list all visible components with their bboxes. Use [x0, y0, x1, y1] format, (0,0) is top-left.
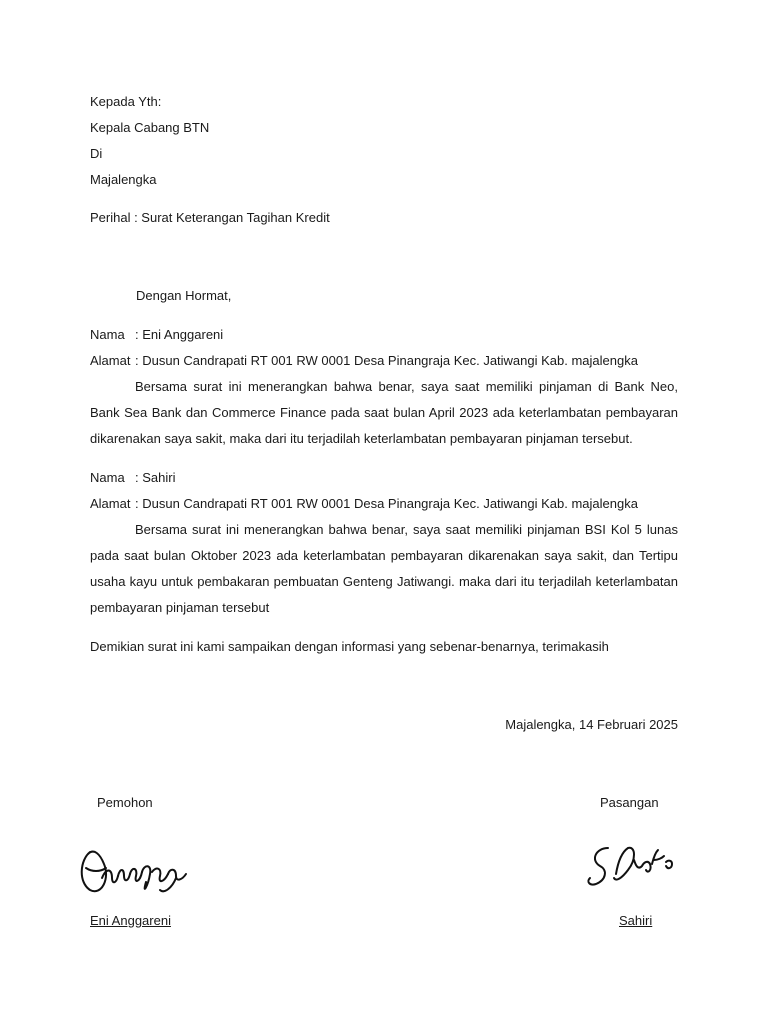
greeting: Dengan Hormat, — [136, 288, 232, 303]
left-signatory-name: Eni Anggareni — [90, 913, 171, 928]
closing-line: Demikian surat ini kami sampaikan dengan informasi yang sebenar-benarnya, terimakasih — [90, 639, 609, 654]
person1-name-row — [90, 326, 223, 344]
address-value: : Dusun Candrapati RT 001 RW 0001 Desa Pinangraja Kec. Jatiwangi Kab. majalengka — [135, 353, 638, 368]
recipient-line-3: Di — [90, 146, 103, 161]
recipient-line-4: Majalengka — [90, 172, 157, 187]
person2-name-row — [90, 469, 175, 487]
left-role: Pemohon — [97, 795, 153, 810]
statement-text: Bersama surat ini menerangkan bahwa benar, saya saat memiliki pinjaman di Bank Neo, Bank Sea Bank dan Commerce Finance pada saat bulan April 2023 ada keterlambatan pembayaran dikarenakan saya sakit, maka dari itu terjadilah keterlambatan pembayaran pinjaman tersebut. — [90, 379, 678, 446]
recipient-line-1: Kepada Yth: — [90, 94, 162, 109]
statement-text: Bersama surat ini menerangkan bahwa benar, saya saat memiliki pinjaman BSI Kol 5 lunas pada saat bulan Oktober 2023 ada keterlambatan pembayaran dikarenakan saya sakit, dan Tertipu usaha kayu untuk pembakaran pembuatan Genteng Jatiwangi. maka dari itu terjadilah keterlambatan pembayaran pinjaman tersebut — [90, 522, 678, 615]
person2-address-row — [90, 495, 638, 513]
signature-right — [582, 838, 682, 896]
person2-statement — [90, 517, 678, 621]
address-label: Alamat — [90, 496, 131, 511]
address-label: Alamat — [90, 353, 131, 368]
name-label: Nama — [90, 327, 125, 342]
right-role: Pasangan — [600, 795, 659, 810]
right-signatory-name: Sahiri — [619, 913, 653, 928]
name-label: Nama — [90, 470, 125, 485]
person1-address-row — [90, 352, 638, 370]
address-value: : Dusun Candrapati RT 001 RW 0001 Desa Pinangraja Kec. Jatiwangi Kab. majalengka — [135, 496, 638, 511]
person1-statement — [90, 374, 678, 452]
recipient-line-2: Kepala Cabang BTN — [90, 120, 210, 135]
subject-line: Perihal : Surat Keterangan Tagihan Kredit — [90, 210, 330, 225]
name-value: : Eni Anggareni — [135, 327, 224, 342]
signature-left — [72, 838, 192, 900]
place-date: Majalengka, 14 Februari 2025 — [505, 717, 678, 732]
name-value: : Sahiri — [135, 470, 176, 485]
